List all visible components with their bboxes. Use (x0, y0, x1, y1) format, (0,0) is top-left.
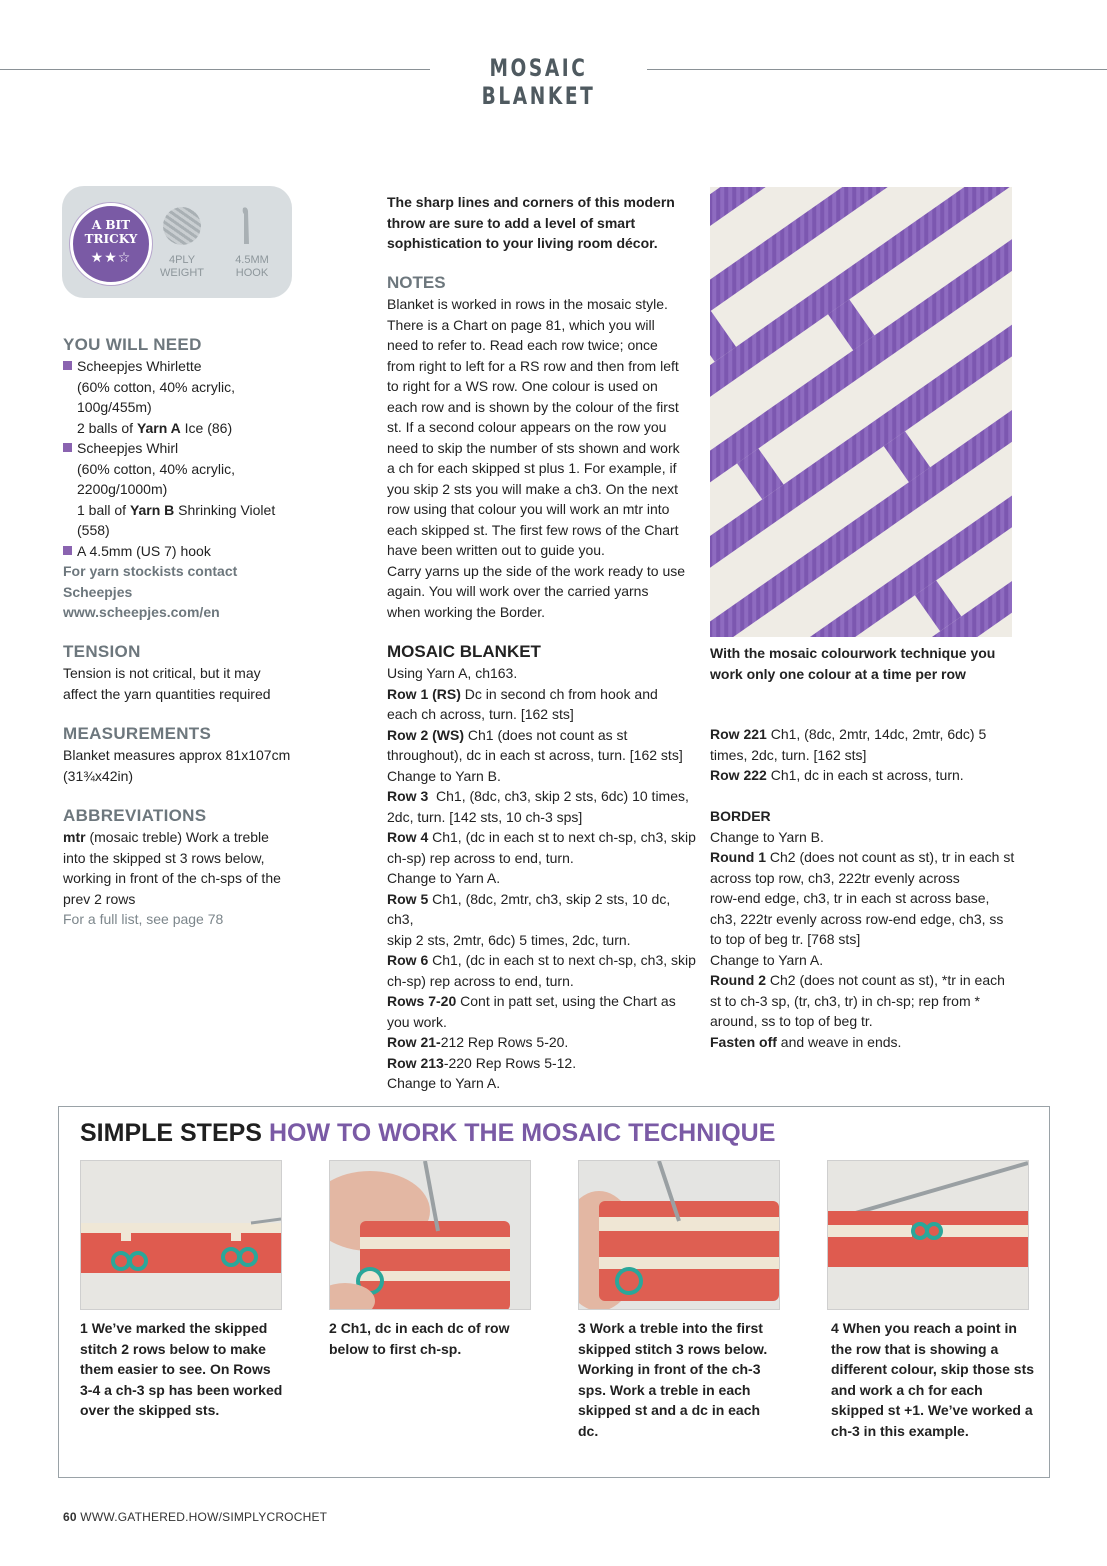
row-text: Ch1, (8dc, ch3, skip 2 sts, 6dc) 10 times, (428, 788, 689, 804)
bullet-square-icon (63, 443, 72, 452)
notes-line: each row and is shown by the colour of the first (387, 398, 679, 415)
notes-line: from right to left for a RS row and then from left (387, 357, 679, 374)
row-label: Row 6 (387, 952, 429, 968)
step-1-photo (80, 1160, 282, 1310)
step-line-text: We’ve marked the skipped (91, 1320, 268, 1336)
measurements-text (63, 745, 303, 786)
blanket-photo (710, 187, 1012, 637)
qty-text: Ice (86) (180, 419, 233, 436)
measurements-heading: MEASUREMENTS (63, 724, 212, 743)
list-item (63, 356, 303, 377)
pattern-line: skip 2 sts, 2mtr, 6dc) 5 times, 2dc, turn. (387, 931, 631, 948)
page-title: MOSAIC BLANKET (481, 54, 596, 110)
header-rule-right (647, 69, 1107, 70)
caption-line: work only one colour at a time per row (710, 665, 966, 682)
intro-line: The sharp lines and corners of this modern (387, 194, 675, 210)
pattern-line: row-end edge, ch3, tr in each st across base, (710, 890, 990, 906)
notes-heading: NOTES (387, 273, 446, 292)
pattern-line: Using Yarn A, ch163. (387, 665, 518, 681)
notes-line: you skip 2 sts you will make a ch3. On the next (387, 480, 679, 497)
abbrev-def: (mosaic treble) Work a treble (85, 829, 269, 845)
badge-line1: A BIT (91, 218, 131, 232)
step-line-text: When you reach a point in (842, 1320, 1017, 1336)
abbreviations-text (63, 827, 303, 930)
step-line: skipped st and a dc in each dc. (578, 1402, 761, 1439)
pattern-row (387, 827, 697, 848)
notes-line: a ch for each skipped st plus 1. For example, if (387, 460, 677, 476)
row-text: Cont in patt set, using the Chart as (456, 993, 676, 1009)
row-label: Row 1 (RS) (387, 685, 461, 702)
round-label: Round 2 (710, 972, 766, 988)
stockists-link[interactable]: www.scheepjes.com/en (63, 604, 220, 620)
notes-line: when working the Border. (387, 603, 545, 620)
tension-line: Tension is not critical, but it may (63, 665, 261, 681)
simple-steps-title-a: SIMPLE STEPS (80, 1119, 262, 1147)
photo-caption (710, 643, 1010, 684)
pattern-row (710, 1032, 1020, 1053)
step-3-photo (578, 1160, 780, 1310)
item-quantity (63, 500, 303, 521)
crochet-hook-icon (238, 206, 254, 246)
yarn-label: Yarn A (136, 419, 181, 436)
row-text: Ch2 (does not count as st), tr in each st (766, 849, 1015, 865)
pattern-row (387, 684, 697, 705)
pattern-line: ch-sp) rep across to end, turn. (387, 849, 574, 866)
simple-steps-title-b: HOW TO WORK THE MOSAIC TECHNIQUE (268, 1119, 776, 1147)
yarn-weight-line2: WEIGHT (160, 267, 204, 279)
step-line: the row that is showing a (831, 1340, 999, 1357)
item-name: Scheepjes Whirl (77, 440, 179, 456)
full-list-reference: For a full list, see page 78 (63, 911, 224, 927)
abbrev-def: prev 2 rows (63, 890, 136, 907)
you-will-need-list (63, 356, 303, 623)
step-number: 2 (329, 1320, 337, 1336)
abbrev-term: mtr (63, 829, 86, 845)
pattern-line: around, ss to top of beg tr. (710, 1013, 873, 1029)
page-number: 60 (63, 1510, 77, 1524)
step-2-photo (329, 1160, 531, 1310)
notes-line: st. If a second colour appears on the row you (387, 419, 667, 435)
pattern-line: ch-sp) rep across to end, turn. (387, 972, 574, 989)
bullet-square-icon (63, 361, 72, 370)
pattern-line: each ch across, turn. [162 sts] (387, 706, 574, 722)
step-line: skipped st +1. We’ve worked a (831, 1402, 1033, 1418)
hook-size-line2: HOOK (235, 267, 269, 279)
row-label: Row 3 (387, 788, 429, 804)
notes-line: row using that colour you will work an mtr into (387, 501, 670, 517)
row-text: -220 Rep Rows 5-12. (443, 1054, 577, 1071)
caption-line: With the mosaic colourwork technique you (710, 645, 996, 661)
yarn-ball-icon (163, 207, 201, 245)
pattern-row (387, 786, 697, 807)
notes-line: Blanket is worked in rows in the mosaic style. (387, 296, 668, 312)
border-heading: BORDER (710, 808, 771, 824)
item-name: Scheepjes Whirlette (77, 358, 202, 374)
step-line-text: Work a treble into the first (589, 1320, 763, 1336)
pattern-line: Change to Yarn B. (710, 828, 824, 845)
tension-text (63, 663, 303, 704)
abbrev-mtr (63, 827, 303, 848)
row-label: Row 2 (WS) (387, 726, 464, 743)
item-detail: (60% cotton, 40% acrylic, (77, 460, 235, 477)
row-text: Ch1, (dc in each st to next ch-sp, ch3, skip (428, 829, 696, 845)
notes-text (387, 294, 697, 622)
row-label: Rows 7-20 (387, 993, 457, 1009)
step-line: Working in front of the ch-3 (578, 1361, 761, 1377)
page-footer (63, 1510, 327, 1524)
notes-line: Carry yarns up the side of the work ready to use (387, 562, 686, 579)
abbrev-def: into the skipped st 3 rows below, (63, 849, 265, 866)
tension-heading: TENSION (63, 642, 141, 661)
step-number: 1 (80, 1320, 88, 1336)
step-line: ch-3 in this example. (831, 1422, 969, 1439)
round-label: Round 1 (710, 849, 766, 865)
row-text: Ch1, (8dc, 2mtr, 14dc, 2mtr, 6dc) 5 (766, 726, 987, 742)
step-2-text (329, 1318, 534, 1359)
step-4-text (831, 1318, 1036, 1441)
pattern-line: Change to Yarn A. (387, 870, 501, 886)
step-1-text (80, 1318, 285, 1421)
pattern-row (710, 724, 1020, 745)
difficulty-stars: ★★☆ (90, 249, 132, 265)
yarn-weight-label (152, 254, 212, 280)
simple-steps-title (80, 1119, 775, 1148)
bullet-square-icon (63, 546, 72, 555)
measurements-line: Blanket measures approx 81x107cm (63, 747, 291, 763)
tension-line: affect the yarn quantities required (63, 685, 271, 702)
step-line-text: Ch1, dc in each dc of row (340, 1320, 510, 1336)
pattern-row (710, 847, 1020, 868)
notes-line: to right for a WS row. One colour is used on (387, 378, 658, 394)
step-line: below to first ch-sp. (329, 1340, 462, 1357)
step-line: 3-4 a ch-3 sp has been worked (80, 1381, 283, 1398)
row-label: Row 4 (387, 829, 429, 845)
pattern-row (710, 765, 1020, 786)
row-text: Ch1, (dc in each st to next ch-sp, ch3, skip (428, 952, 696, 968)
step-line: them easier to see. On Rows (80, 1361, 271, 1377)
intro-line: sophistication to your living room décor. (387, 235, 658, 251)
mosaic-blanket-heading: MOSAIC BLANKET (387, 642, 541, 661)
row-label: Row 221 (710, 726, 767, 742)
pattern-row (387, 725, 697, 746)
notes-line: each skipped st. The first few rows of the Chart (387, 521, 679, 538)
pattern-row (387, 1053, 697, 1074)
row-label: Row 213 (387, 1054, 444, 1071)
pattern-line: Change to Yarn A. (710, 951, 824, 968)
step-number: 3 (578, 1320, 586, 1336)
qty-text: Shrinking Violet (174, 501, 276, 518)
step-line: stitch 2 rows below to make (80, 1340, 266, 1357)
item-quantity (63, 418, 303, 439)
hook-size-label (222, 254, 282, 280)
yarn-weight-line1: 4PLY (168, 254, 196, 266)
difficulty-badge-text (73, 218, 149, 246)
pattern-row (710, 970, 1020, 991)
pattern-line: 2dc, turn. [142 sts, 10 ch-3 sps] (387, 808, 583, 825)
qty-text: 2 balls of (77, 419, 137, 436)
hook-size-line1: 4.5MM (235, 254, 269, 266)
list-item (63, 438, 303, 459)
header-rule-left (0, 69, 430, 70)
step-line: different colour, skip those sts (831, 1361, 1035, 1377)
you-will-need-heading: YOU WILL NEED (63, 335, 202, 354)
footer-url[interactable]: WWW.GATHERED.HOW/SIMPLYCROCHET (80, 1510, 328, 1524)
item-detail: (60% cotton, 40% acrylic, (77, 378, 235, 395)
step-line (329, 1318, 534, 1339)
step-line (831, 1318, 1036, 1339)
row-text: Ch1, (8dc, 2mtr, ch3, skip 2 sts, 10 dc, ch3, (387, 890, 671, 927)
step-line: sps. Work a treble in each (578, 1381, 751, 1398)
pattern-line: throughout), dc in each st across, turn. [162 sts] (387, 747, 683, 763)
step-line (578, 1318, 783, 1339)
pattern-instructions (387, 663, 697, 1094)
item-detail: (558) (77, 522, 110, 538)
qty-text: 1 ball of (77, 501, 130, 518)
step-number: 4 (831, 1320, 839, 1336)
spacer (710, 786, 1020, 807)
pattern-line: Change to Yarn A. (387, 1075, 501, 1091)
pattern-line: across top row, ch3, 222tr evenly across (710, 869, 960, 886)
row-text: Dc in second ch from hook and (460, 685, 658, 702)
item-detail: 2200g/1000m) (77, 481, 168, 497)
pattern-row (387, 991, 697, 1012)
difficulty-badge (70, 203, 152, 285)
row-text: 212 Rep Rows 5-20. (440, 1034, 569, 1050)
intro-line: throw are sure to add a level of smart (387, 214, 636, 231)
stockists-text: For yarn stockists contact (63, 563, 238, 579)
row-text: Ch1, dc in each st across, turn. (766, 767, 964, 783)
step-3-text (578, 1318, 783, 1441)
notes-line: need to skip the number of sts shown and work (387, 439, 680, 456)
list-item (63, 541, 303, 562)
notes-line: There is a Chart on page 81, which you will (387, 316, 655, 333)
mosaic-pattern-image (710, 187, 1012, 637)
abbrev-def: working in front of the ch-sps of the (63, 870, 281, 886)
row-text: and weave in ends. (776, 1033, 902, 1050)
pattern-line: Change to Yarn B. (387, 767, 501, 784)
pattern-line: to top of beg tr. [768 sts] (710, 931, 861, 947)
pattern-row (387, 1032, 697, 1053)
pattern-line: times, 2dc, turn. [162 sts] (710, 746, 867, 763)
intro-text (387, 192, 697, 254)
pattern-row (387, 950, 697, 971)
step-line: skipped stitch 3 rows below. (578, 1340, 768, 1357)
measurements-line: (31¾x42in) (63, 767, 134, 784)
row-label: Row 5 (387, 890, 429, 907)
notes-line: need to refer to. Read each row twice; once (387, 337, 658, 353)
row-label: Row 222 (710, 767, 767, 783)
notes-line: again. You will work over the carried yarns (387, 583, 649, 599)
pattern-instructions-cont (710, 724, 1020, 1052)
badge-line2: TRICKY (84, 232, 138, 246)
row-text: Ch2 (does not count as st), *tr in each (766, 972, 1005, 988)
step-line (80, 1318, 285, 1339)
row-text: Ch1 (does not count as st (464, 726, 628, 743)
abbreviations-heading: ABBREVIATIONS (63, 806, 207, 825)
pattern-line: ch3, 222tr evenly across row-end edge, ch3, ss (710, 910, 1004, 927)
pattern-line: you work. (387, 1013, 447, 1030)
step-4-photo (827, 1160, 1029, 1310)
fasten-off-label: Fasten off (710, 1033, 777, 1050)
step-line: over the skipped sts. (80, 1402, 220, 1418)
stockists-text: Scheepjes (63, 583, 133, 600)
notes-line: have been written out to guide you. (387, 542, 605, 558)
item-detail: 100g/455m) (77, 399, 152, 415)
pattern-row (387, 889, 697, 930)
yarn-label: Yarn B (129, 501, 175, 518)
pattern-line: st to ch-3 sp, (tr, ch3, tr) in ch-sp; rep from * (710, 992, 980, 1009)
row-label: Row 21- (387, 1034, 441, 1050)
step-line: and work a ch for each (831, 1381, 983, 1398)
item-name: A 4.5mm (US 7) hook (77, 542, 211, 559)
